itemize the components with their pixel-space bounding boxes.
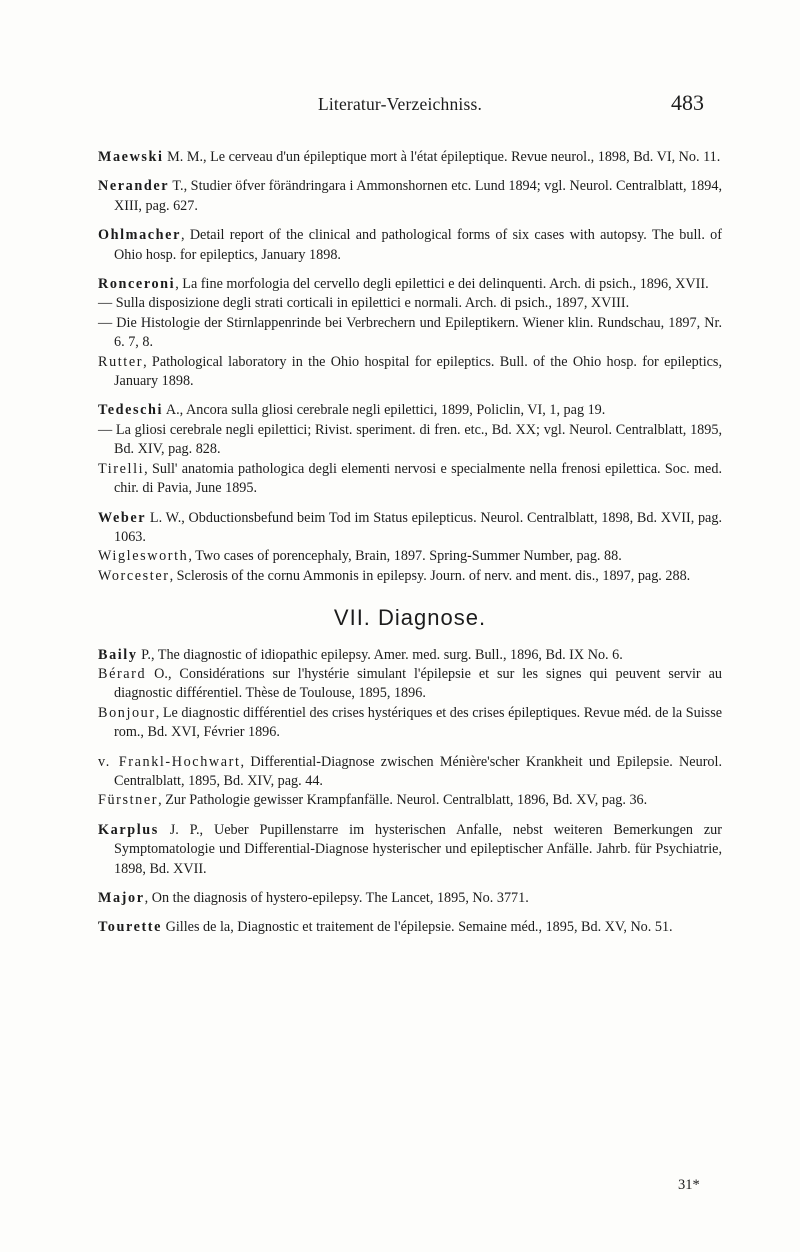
entry-author: Bonjour xyxy=(98,704,156,721)
entry-author: Rutter xyxy=(98,353,144,370)
entry-author: Maewski xyxy=(98,149,164,165)
bibliography-entry xyxy=(98,646,722,665)
bibliography-entry xyxy=(98,148,722,167)
entry-citation: P., The diagnostic of idiopathic epilepsy. Amer. med. surg. Bull., 1896, Bd. IX No. 6. xyxy=(137,646,623,663)
entry-author: Baily xyxy=(98,646,138,663)
bibliography-entry xyxy=(98,665,722,704)
bibliography-entry xyxy=(98,226,722,265)
page-number: 483 xyxy=(671,90,704,115)
entry-citation: T., Studier öfver förändringara i Ammonshornen etc. Lund 1894; vgl. Neurol. Centralblatt, 1894, XIII, pag. 627. xyxy=(114,178,722,214)
entry-author: Wiglesworth xyxy=(98,548,189,565)
entry-citation: — Die Histologie der Stirnlappenrinde bei Verbrechern und Epileptikern. Wiener klin. Rundschau, 1897, Nr. 6. 7, 8. xyxy=(98,314,722,351)
entry-author: Tedeschi xyxy=(98,402,164,419)
entry-citation: J. P., Ueber Pupillenstarre im hysterischen Anfalle, nebst weiteren Bemerkungen zur Symptomatologie und Differential-Diagnose hysterischer und epileptischer Anfälle. Jahrb. für Psychiatrie, 1898, Bd. XVII. xyxy=(114,821,722,877)
entry-author: Ronceroni xyxy=(98,276,176,293)
entry-citation: , Sull' anatomia pathologica degli elementi nervosi e specialmente nella frenosi epilettica. Soc. med. chir. di Pavia, June 1895. xyxy=(114,460,722,497)
bibliography-list xyxy=(98,148,722,586)
bibliography-entry xyxy=(98,314,722,353)
running-title: Literatur-Verzeichniss. xyxy=(317,94,483,114)
bibliography-entry xyxy=(98,275,722,294)
entry-author: Tirelli xyxy=(98,460,145,477)
bibliography-entry xyxy=(98,509,722,548)
entry-citation: A., Ancora sulla gliosi cerebrale negli epilettici, 1899, Policlin, VI, 1, pag 19. xyxy=(163,402,606,419)
entry-author: Major xyxy=(98,890,145,906)
bibliography-entry xyxy=(98,460,722,499)
entry-citation: , Detail report of the clinical and pathological forms of six cases with autopsy. The bull. of Ohio hosp. for epileptics, January 1898. xyxy=(114,227,722,263)
entry-citation: , Pathological laboratory in the Ohio hospital for epileptics. Bull. of the Ohio hosp. for epileptics, January 1898. xyxy=(114,353,722,390)
entry-author: Ohlmacher xyxy=(98,227,181,244)
bibliography-list-diagnose xyxy=(98,646,722,938)
entry-author: v. Frankl-Hochwart xyxy=(98,753,241,770)
entry-citation: — La gliosi cerebrale negli epilettici; Rivist. speriment. di fren. etc., Bd. XX; vgl. Neurol. Centralblatt, 1895, Bd. XIV, pag. 828. xyxy=(98,421,722,458)
bibliography-entry xyxy=(98,567,722,586)
bibliography-entry xyxy=(98,294,722,313)
bibliography-entry xyxy=(98,791,722,810)
entry-citation: , La fine morfologia del cervello degli epilettici e dei delinquenti. Arch. di psich., 1896, XVII. xyxy=(175,276,709,293)
bibliography-entry xyxy=(98,401,722,420)
bibliography-entry xyxy=(98,704,722,743)
entry-author: Tourette xyxy=(98,919,163,936)
page-body xyxy=(98,148,722,938)
entry-citation: L. W., Obductionsbefund beim Tod im Status epilepticus. Neurol. Centralblatt, 1898, Bd. XVII, pag. 1063. xyxy=(114,509,722,545)
bibliography-entry xyxy=(98,918,722,937)
entry-author: Nerander xyxy=(98,178,170,195)
section-heading: VII. Diagnose. xyxy=(333,605,487,631)
entry-citation: , Two cases of porencephaly, Brain, 1897. Spring-Summer Number, pag. 88. xyxy=(188,548,622,565)
entry-author: Bérard xyxy=(98,665,147,682)
bibliography-entry xyxy=(98,177,722,216)
entry-author: Worcester xyxy=(98,567,170,584)
page-header xyxy=(0,90,800,124)
entry-citation: , Zur Pathologie gewisser Krampfanfälle. Neurol. Centralblatt, 1896, Bd. XV, pag. 36. xyxy=(158,792,648,809)
bibliography-entry xyxy=(98,547,722,566)
bibliography-entry xyxy=(98,353,722,392)
entry-citation: , On the diagnosis of hystero-epilepsy. The Lancet, 1895, No. 3771. xyxy=(144,890,529,906)
entry-author: Fürstner xyxy=(98,792,159,809)
entry-citation: O., Considérations sur l'hystérie simulant l'épilepsie et sur les signes qui peuvent servir au diagnostic différentiel. Thèse de Toulouse, 1895, 1896. xyxy=(114,665,722,702)
bibliography-entry xyxy=(98,889,722,908)
entry-citation: , Differential-Diagnose zwischen Ménière'scher Krankheit und Epilepsie. Neurol. Centralblatt, 1895, Bd. XIV, pag. 44. xyxy=(114,753,722,789)
bibliography-entry xyxy=(98,421,722,460)
entry-citation: — Sulla disposizione degli strati corticali in epilettici e normali. Arch. di psich., 1897, XVIII. xyxy=(98,295,630,312)
entry-citation: , Sclerosis of the cornu Ammonis in epilepsy. Journ. of nerv. and ment. dis., 1897, pag. 288. xyxy=(169,567,691,584)
entry-citation: M. M., Le cerveau d'un épileptique mort à l'état épileptique. Revue neurol., 1898, Bd. VI, No. 11. xyxy=(163,149,721,165)
entry-citation: , Le diagnostic différentiel des crises hystériques et des crises épileptiques. Revue méd. de la Suisse rom., Bd. XVI, Février 1896. xyxy=(114,704,723,741)
signature-mark: 31* xyxy=(678,1177,700,1193)
entry-author: Weber xyxy=(98,509,147,526)
bibliography-entry xyxy=(98,821,722,879)
bibliography-entry xyxy=(98,753,722,792)
entry-author: Karplus xyxy=(98,821,159,838)
entry-citation: Gilles de la, Diagnostic et traitement de l'épilepsie. Semaine méd., 1895, Bd. XV, No. 51. xyxy=(162,919,673,936)
